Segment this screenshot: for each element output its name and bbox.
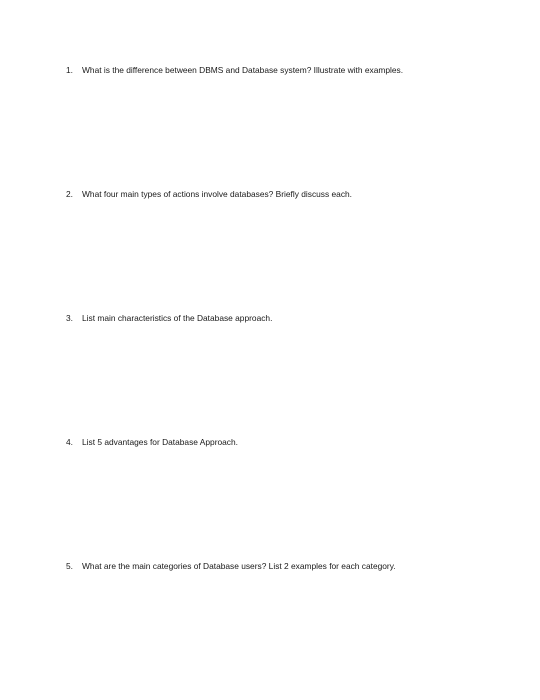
question-text: List 5 advantages for Database Approach. <box>82 437 238 447</box>
question-3 <box>66 313 272 324</box>
question-text: What are the main categories of Database users? List 2 examples for each category. <box>82 561 396 571</box>
question-2 <box>66 189 352 200</box>
question-text: List main characteristics of the Database approach. <box>82 313 273 323</box>
question-number: 3. <box>66 313 73 323</box>
question-text: What is the difference between DBMS and Database system? Illustrate with examples. <box>82 65 404 75</box>
question-number: 5. <box>66 561 73 571</box>
question-number: 4. <box>66 437 73 447</box>
question-number: 2. <box>66 189 73 199</box>
question-4 <box>66 437 238 448</box>
question-text: What four main types of actions involve databases? Briefly discuss each. <box>82 189 352 199</box>
question-5 <box>66 561 396 572</box>
question-1 <box>66 65 403 76</box>
question-number: 1. <box>66 65 73 75</box>
